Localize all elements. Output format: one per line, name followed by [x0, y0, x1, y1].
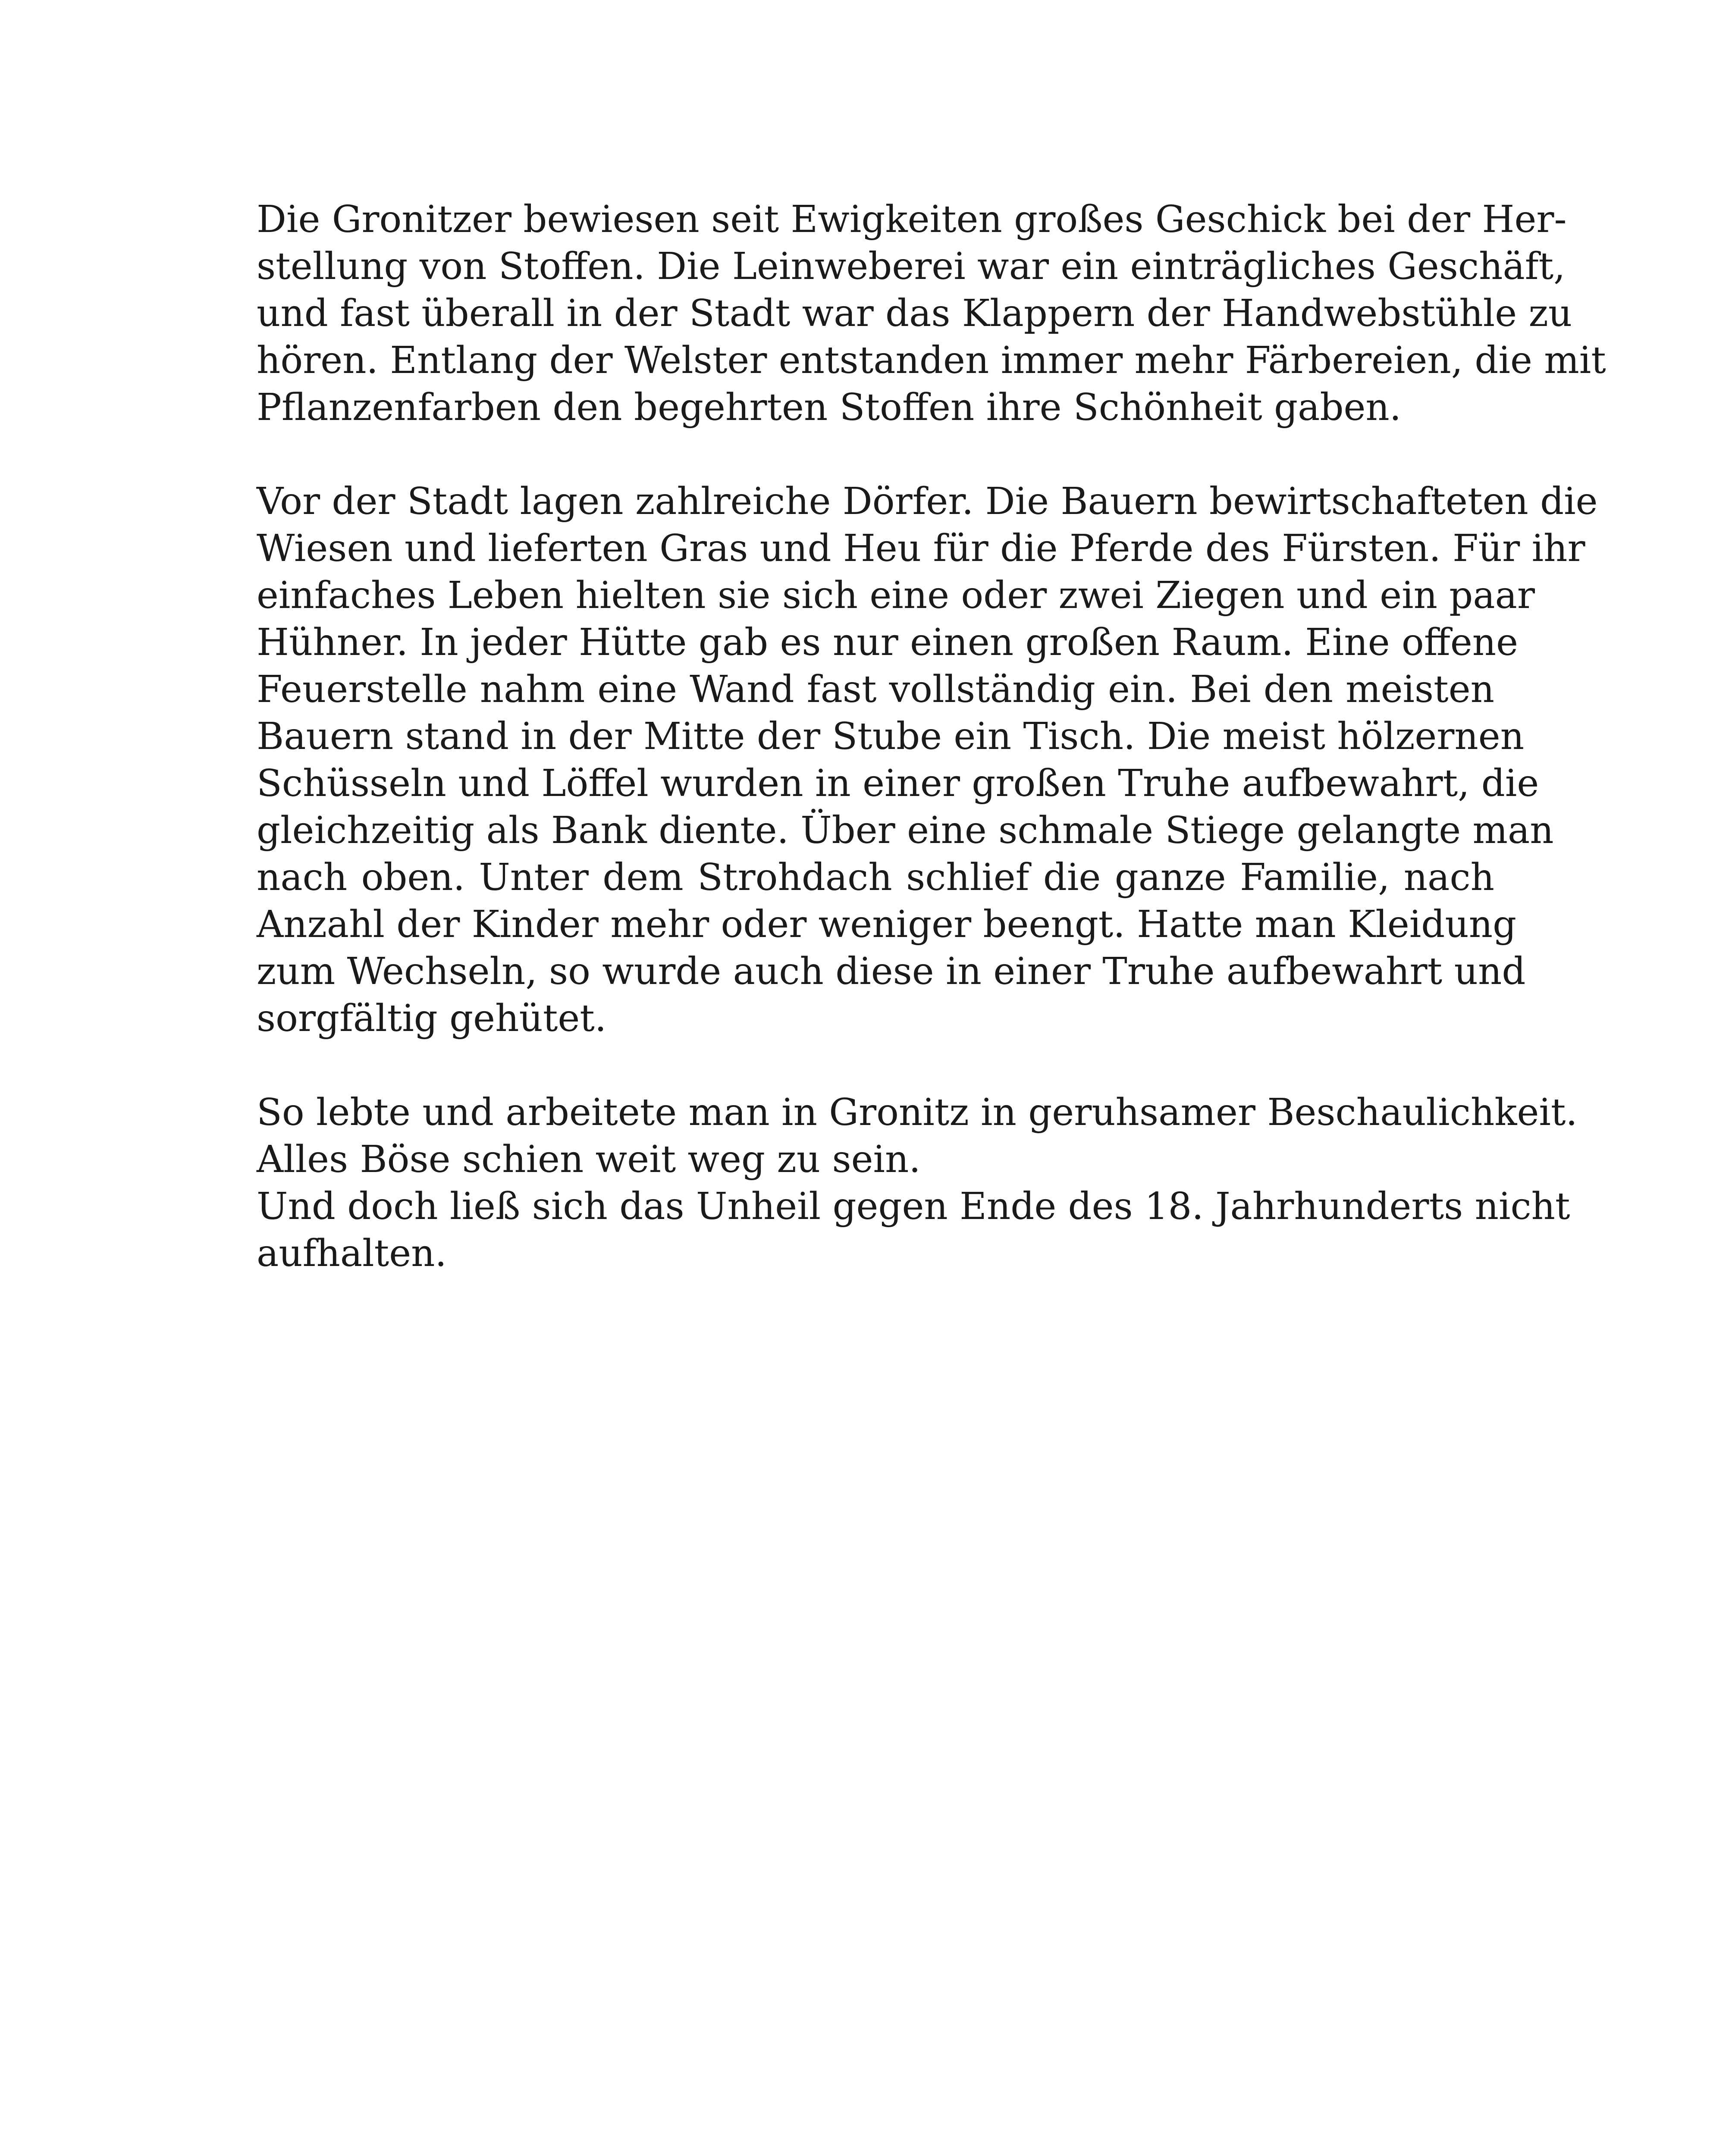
- text-line: Wiesen und lieferten Gras und Heu für die Pferde des Fürsten. Für ihr: [257, 527, 1585, 570]
- text-line: und fast überall in der Stadt war das Klappern der Handwebstühle zu: [257, 292, 1572, 335]
- paragraph-closing: [257, 1089, 1578, 1277]
- text-line: Die Gronitzer bewiesen seit Ewigkeiten großes Geschick bei der Her-: [257, 198, 1567, 241]
- text-line: Pflanzenfarben den begehrten Stoffen ihre Schönheit gaben.: [257, 386, 1402, 429]
- body-text: [257, 196, 1606, 1277]
- text-line: aufhalten.: [257, 1232, 447, 1275]
- text-line: gleichzeitig als Bank diente. Über eine schmale Stiege gelangte man: [257, 809, 1554, 852]
- text-line: zum Wechseln, so wurde auch diese in einer Truhe aufbewahrt und: [257, 950, 1526, 993]
- text-line: einfaches Leben hielten sie sich eine oder zwei Ziegen und ein paar: [257, 574, 1535, 617]
- paragraph-villages: [257, 478, 1598, 1042]
- text-line: Anzahl der Kinder mehr oder weniger beengt. Hatte man Kleidung: [257, 903, 1517, 946]
- text-line: nach oben. Unter dem Strohdach schlief die ganze Familie, nach: [257, 856, 1494, 899]
- text-line: So lebte und arbeitete man in Gronitz in geruhsamer Beschaulichkeit.: [257, 1091, 1578, 1134]
- text-line: Bauern stand in der Mitte der Stube ein Tisch. Die meist hölzernen: [257, 715, 1525, 758]
- text-line: hören. Entlang der Welster entstanden immer mehr Färbereien, die mit: [257, 339, 1606, 382]
- text-line: sorgfältig gehütet.: [257, 997, 607, 1040]
- paragraph-textile-craft: [257, 196, 1606, 431]
- text-line: Alles Böse schien weit weg zu sein.: [257, 1138, 921, 1181]
- text-line: Hühner. In jeder Hütte gab es nur einen großen Raum. Eine offene: [257, 621, 1519, 664]
- text-line: Vor der Stadt lagen zahlreiche Dörfer. Die Bauern bewirtschafteten die: [257, 480, 1598, 523]
- text-line: Schüsseln und Löffel wurden in einer großen Truhe aufbewahrt, die: [257, 762, 1539, 805]
- text-line: Feuerstelle nahm eine Wand fast vollständig ein. Bei den meisten: [257, 668, 1494, 711]
- text-line: stellung von Stoffen. Die Leinweberei war ein einträgliches Geschäft,: [257, 245, 1566, 288]
- text-line: Und doch ließ sich das Unheil gegen Ende des 18. Jahrhunderts nicht: [257, 1185, 1570, 1228]
